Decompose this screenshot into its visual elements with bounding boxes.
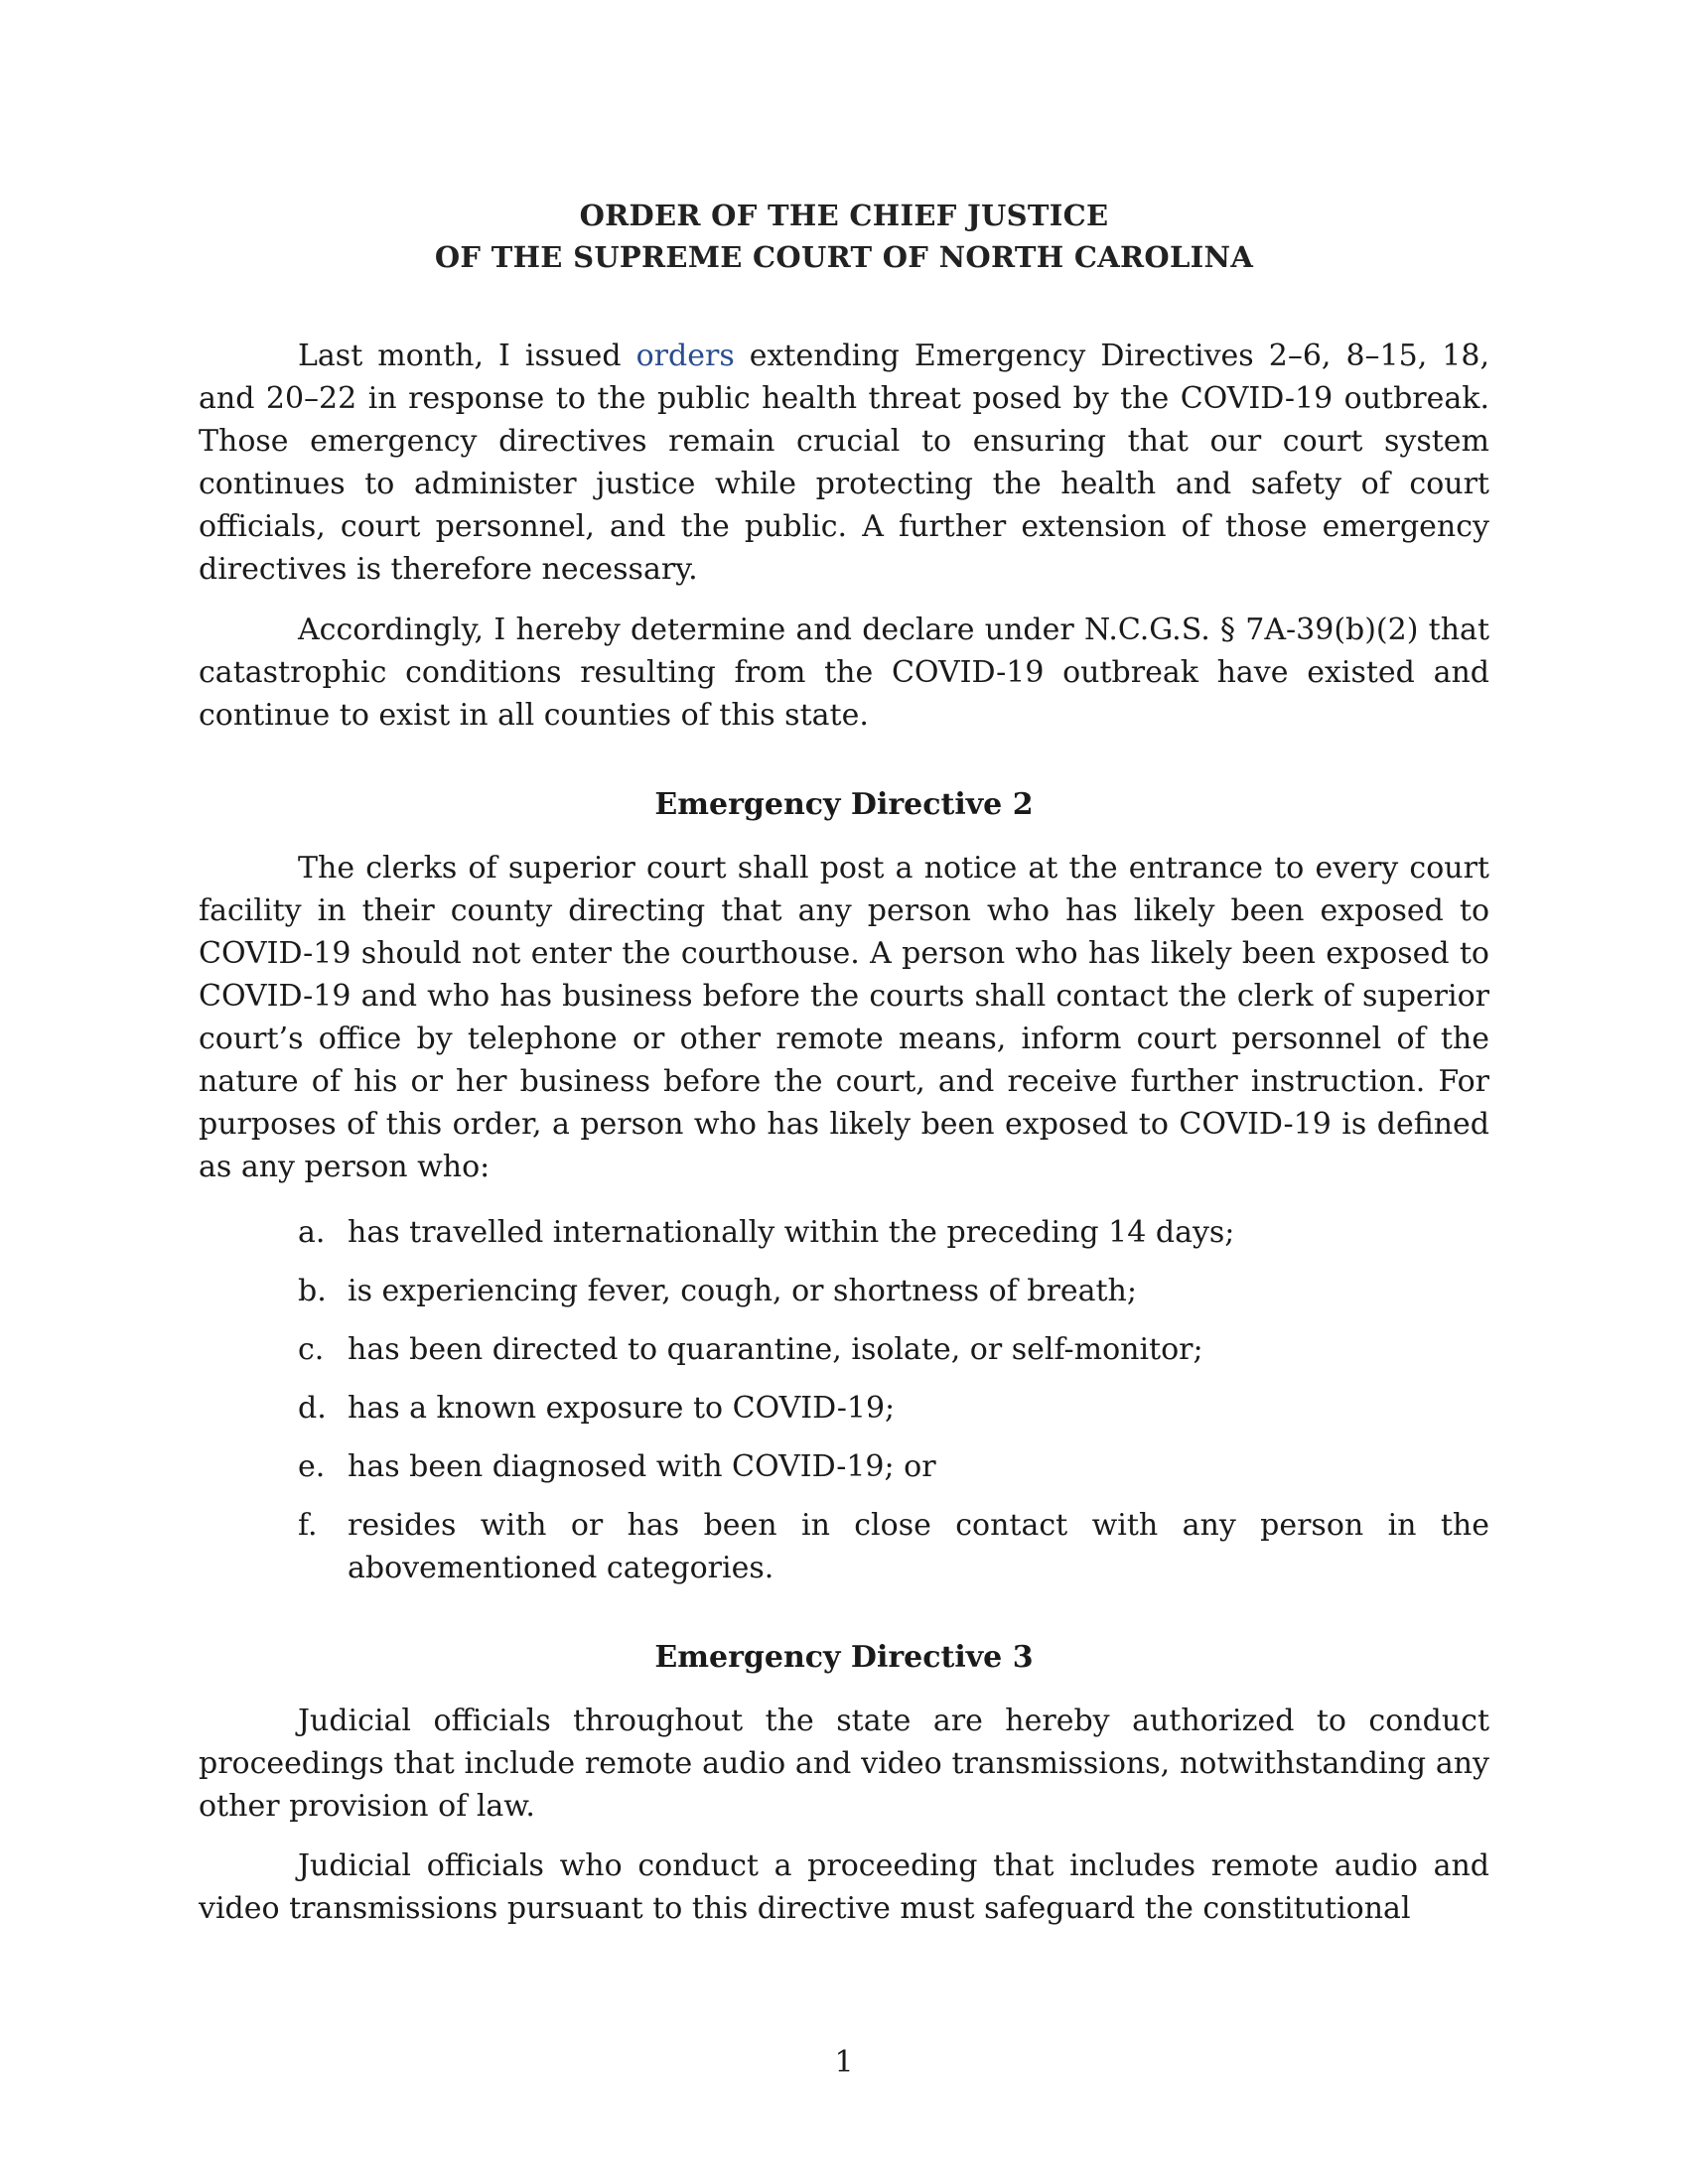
- intro-text-rest: extending Emergency Directives 2–6, 8–15, 18, and 20–22 in response to the public health threat posed by the COVID-19 outbreak. Those emergency directives remain crucial to ensuring that our court system continues to administer justice while protecting the health and safety of court officials, court personnel, and the public. A further extension of those emergency directives is therefore necessary.: [199, 339, 1489, 587]
- list-item-c: [298, 1328, 1489, 1371]
- list-item-b: [298, 1270, 1489, 1312]
- directive-2-heading: Emergency Directive 2: [654, 787, 1034, 822]
- order-title-line-1: ORDER OF THE CHIEF JUSTICE: [579, 199, 1109, 232]
- directive-3-paragraph-1: Judicial officials throughout the state are hereby authorized to conduct proceedings that include remote audio and video transmissions, notwithstanding any other provision of law.: [199, 1704, 1489, 1824]
- intro-text-start: Last month, I issued: [298, 339, 636, 373]
- directive-3-heading: Emergency Directive 3: [654, 1640, 1034, 1675]
- list-text: is experiencing fever, cough, or shortness of breath;: [348, 1274, 1137, 1308]
- list-marker: f.: [298, 1508, 318, 1543]
- list-marker: a.: [298, 1215, 326, 1250]
- list-marker: b.: [298, 1274, 327, 1308]
- list-text: resides with or has been in close contact with any person in the abovementioned categories.: [348, 1508, 1489, 1585]
- page-number: 1: [834, 2045, 854, 2080]
- directive-2-body: The clerks of superior court shall post a notice at the entrance to every court facility in their county directing that any person who has likely been exposed to COVID-19 should not enter the courthouse. A person who has likely been exposed to COVID-19 and who has business before the courts shall contact the clerk of superior court’s office by telephone or other remote means, inform court personnel of the nature of his or her business before the court, and receive further instruction. For purposes of this order, a person who has likely been exposed to COVID-19 is defined as any person who:: [199, 851, 1489, 1184]
- list-marker: d.: [298, 1391, 327, 1426]
- list-marker: c.: [298, 1332, 325, 1367]
- orders-link[interactable]: orders: [635, 339, 735, 373]
- order-title-line-2: OF THE SUPREME COURT OF NORTH CAROLINA: [434, 240, 1254, 274]
- intro-paragraph-2: Accordingly, I hereby determine and declare under N.C.G.S. § 7A-39(b)(2) that catastrophic conditions resulting from the COVID-19 outbreak have existed and continue to exist in all counties of this state.: [199, 613, 1489, 733]
- list-text: has a known exposure to COVID-19;: [348, 1391, 896, 1426]
- list-text: has been directed to quarantine, isolate, or self-monitor;: [348, 1332, 1203, 1367]
- list-item-e: [298, 1445, 1489, 1488]
- intro-paragraph-1: [199, 335, 1489, 591]
- list-marker: e.: [298, 1449, 326, 1484]
- list-item-d: [298, 1387, 1489, 1430]
- list-text: has travelled internationally within the preceding 14 days;: [348, 1215, 1235, 1250]
- directive-3-paragraph-2: Judicial officials who conduct a proceeding that includes remote audio and video transmissions pursuant to this directive must safeguard the constitutional: [199, 1848, 1489, 1926]
- list-item-f: [298, 1504, 1489, 1589]
- list-item-a: [298, 1211, 1489, 1254]
- list-text: has been diagnosed with COVID-19; or: [348, 1449, 936, 1484]
